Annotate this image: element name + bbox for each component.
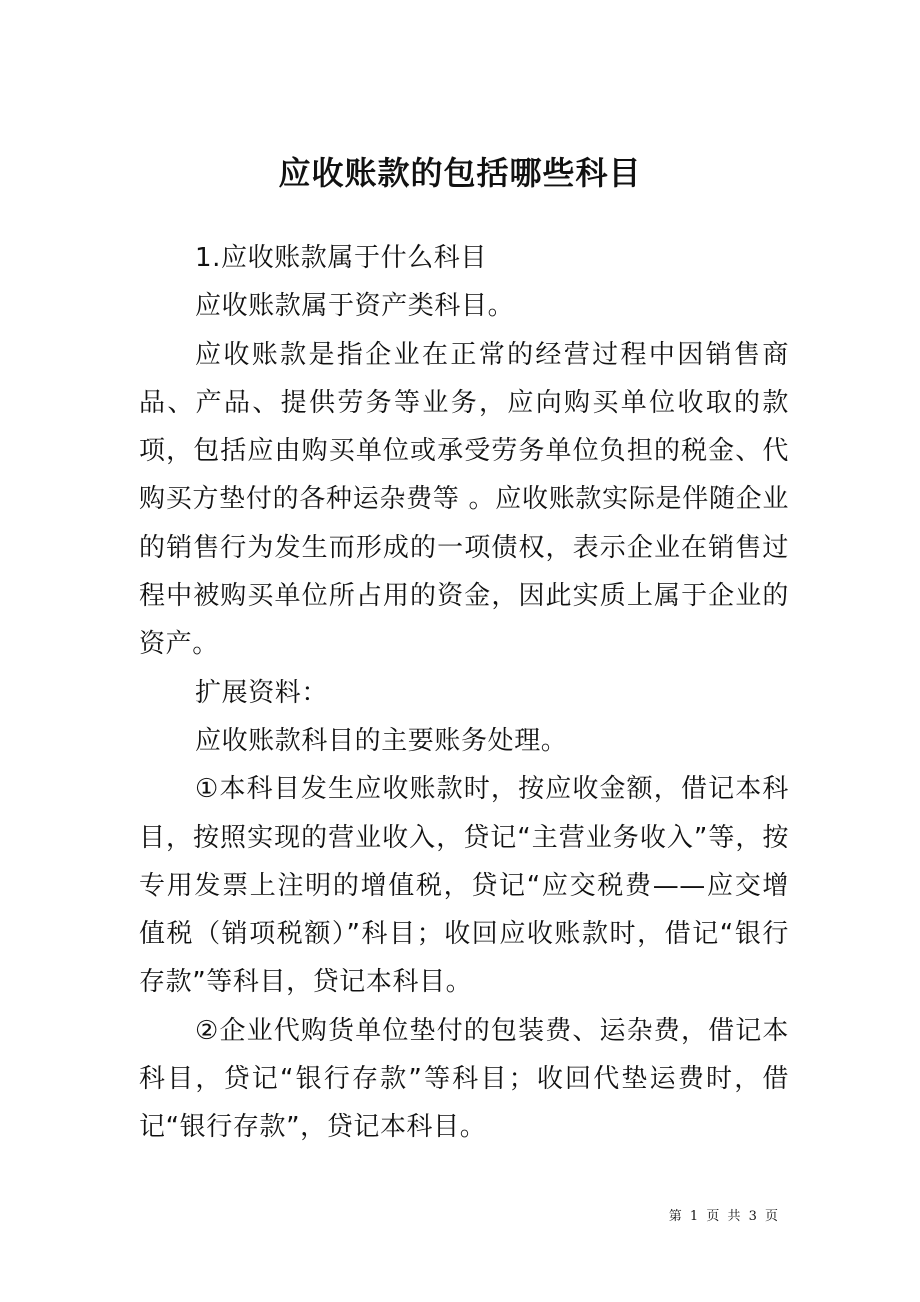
body-paragraph: ②企业代购货单位垫付的包装费、运杂费，借记本科目，贷记“银行存款”等科目；收回代垫运费时，借记“银行存款”，贷记本科目。 bbox=[139, 1015, 789, 1143]
document-body bbox=[139, 234, 789, 1152]
body-paragraph: 扩展资料： bbox=[195, 677, 329, 708]
body-paragraph: ①本科目发生应收账款时，按应收金额，借记本科目，按照实现的营业收入，贷记“主营业务收入”等，按专用发票上注明的增值税，贷记“应交税费——应交增值税（销项税额）”科目；收回应收账款时，借记“银行存款”等科目，贷记本科目。 bbox=[139, 774, 789, 998]
document-title: 应收账款的包括哪些科目 bbox=[278, 154, 642, 193]
section-heading: 1.应收账款属于什么科目 bbox=[195, 243, 488, 273]
body-paragraph: 应收账款属于资产类科目。 bbox=[195, 291, 515, 322]
body-paragraph: 应收账款是指企业在正常的经营过程中因销售商品、产品、提供劳务等业务，应向购买单位收取的款项，包括应由购买单位或承受劳务单位负担的税金、代购买方垫付的各种运杂费等 。应收账款实际是伴随企业的销售行为发生而形成的一项债权，表示企业在销售过程中被购买单位所占用的资金，因此实质上属于企业的资产。 bbox=[139, 339, 789, 660]
body-paragraph: 应收账款科目的主要账务处理。 bbox=[195, 725, 568, 756]
page-number-footer: 第 1 页 共 3 页 bbox=[668, 1209, 780, 1224]
